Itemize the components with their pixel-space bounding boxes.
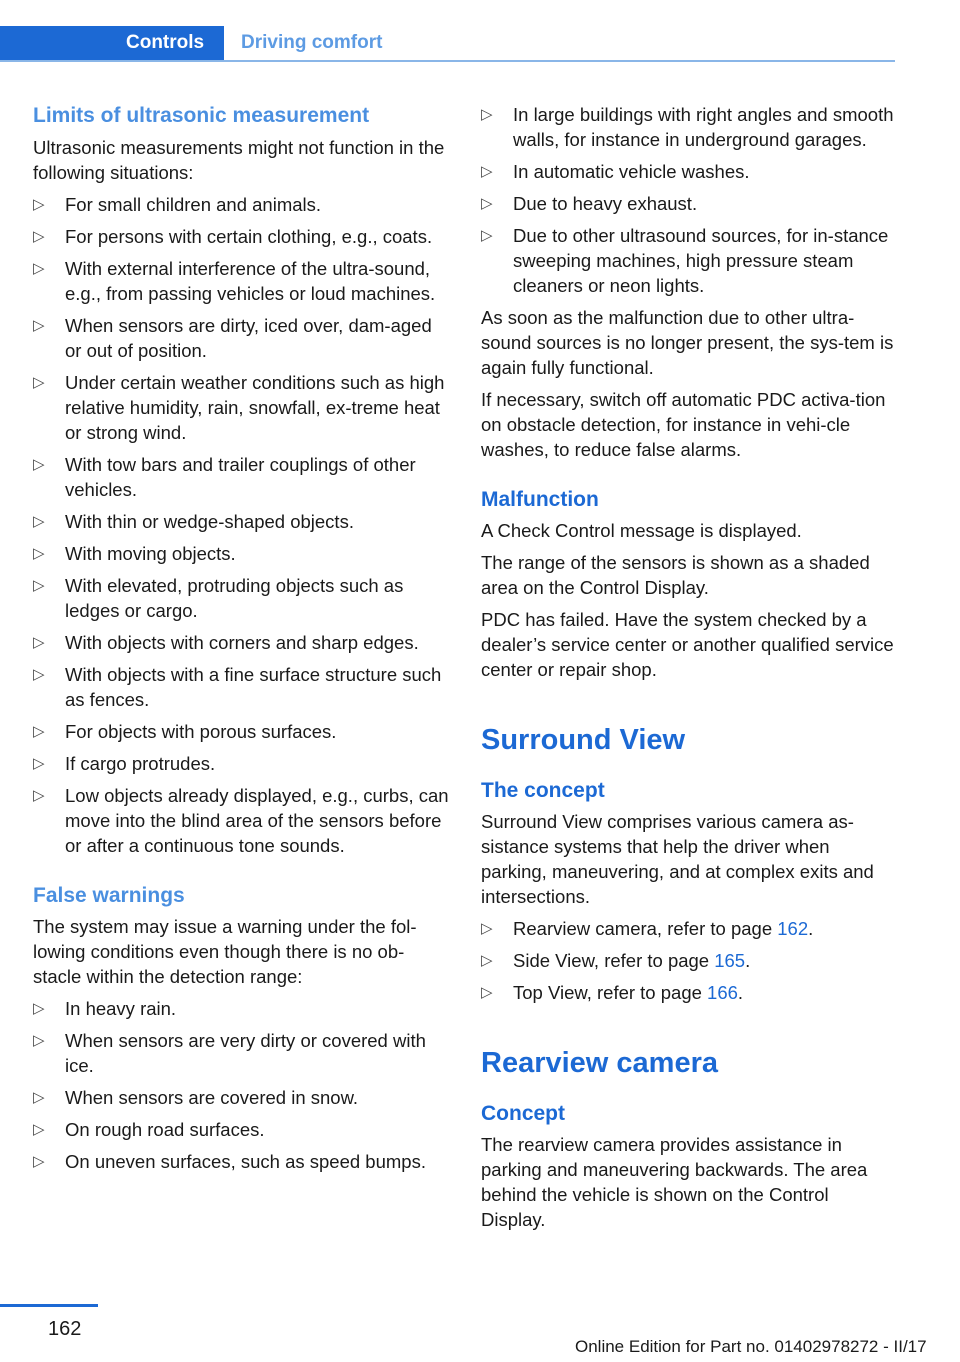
list-item-text: If cargo protrudes. <box>65 753 216 774</box>
reference-item <box>481 916 895 941</box>
list-item <box>33 313 451 363</box>
list-item <box>33 719 451 744</box>
list-item-text: Due to heavy exhaust. <box>513 193 698 214</box>
list-item <box>33 996 451 1021</box>
surround-view-title: Surround View <box>481 724 686 756</box>
pdc-switch-off-paragraph: If necessary, switch off automatic PDC activa-tion on obstacle detection, for instance in vehi-cle washes, to reduce false alarms. <box>481 389 886 460</box>
list-item-text: In heavy rain. <box>65 998 177 1019</box>
page-link[interactable]: 162 <box>777 918 809 939</box>
list-item <box>481 159 895 184</box>
list-item-text: Due to other ultrasound sources, for in-stance sweeping machines, high pressure steam cleaners or neon lights. <box>513 225 889 296</box>
reference-text: Side View, refer to page <box>513 950 715 971</box>
triangle-bullet-icon: ▷ <box>481 163 493 180</box>
list-item-text: With external interference of the ultra-sound, e.g., from passing vehicles or loud machines. <box>65 258 436 304</box>
list-item <box>481 223 895 298</box>
triangle-bullet-icon: ▷ <box>33 513 45 530</box>
list-item-text: With elevated, protruding objects such as ledges or cargo. <box>65 575 404 621</box>
list-item <box>33 370 451 445</box>
triangle-bullet-icon: ▷ <box>481 195 493 212</box>
triangle-bullet-icon: ▷ <box>33 787 45 804</box>
triangle-bullet-icon: ▷ <box>33 317 45 334</box>
triangle-bullet-icon: ▷ <box>33 374 45 391</box>
list-item <box>33 662 451 712</box>
triangle-bullet-icon: ▷ <box>33 1121 45 1138</box>
header-tabs <box>0 26 895 62</box>
conditions-list-continued <box>481 102 895 298</box>
list-item-text: With objects with a fine surface structure such as fences. <box>65 664 442 710</box>
camera-references-list <box>481 916 895 1005</box>
list-item <box>33 1149 451 1174</box>
triangle-bullet-icon: ▷ <box>33 1089 45 1106</box>
left-column <box>33 102 451 1181</box>
list-item-text: When sensors are dirty, iced over, dam-aged or out of position. <box>65 315 432 361</box>
malfunction-failed: PDC has failed. Have the system checked by a dealer’s service center or another qualified service center or repair shop. <box>481 609 894 680</box>
list-item-text: On uneven surfaces, such as speed bumps. <box>65 1151 426 1172</box>
triangle-bullet-icon: ▷ <box>33 1000 45 1017</box>
list-item-text: On rough road surfaces. <box>65 1119 265 1140</box>
triangle-bullet-icon: ▷ <box>481 952 493 969</box>
list-item <box>33 256 451 306</box>
triangle-bullet-icon: ▷ <box>33 545 45 562</box>
false-warnings-heading: False warnings <box>33 884 185 907</box>
malfunction-message: A Check Control message is displayed. <box>481 520 802 541</box>
concept-text: Surround View comprises various camera as-sistance systems that help the driver when parking, maneuvering, and at complex exits and intersections. <box>481 811 874 907</box>
list-item-text: When sensors are very dirty or covered with ice. <box>65 1030 426 1076</box>
reference-period: . <box>745 950 751 971</box>
malfunction-range: The range of the sensors is shown as a shaded area on the Control Display. <box>481 552 870 598</box>
list-item-text: With thin or wedge-shaped objects. <box>65 511 354 532</box>
triangle-bullet-icon: ▷ <box>33 634 45 651</box>
limits-intro: Ultrasonic measurements might not function in the following situations: <box>33 137 445 183</box>
page-link[interactable]: 166 <box>707 982 738 1003</box>
triangle-bullet-icon: ▷ <box>33 577 45 594</box>
triangle-bullet-icon: ▷ <box>33 456 45 473</box>
list-item <box>481 102 895 152</box>
list-item <box>33 630 451 655</box>
limits-heading: Limits of ultrasonic measurement <box>33 104 370 127</box>
list-item <box>33 509 451 534</box>
page-number: 162 <box>48 1318 82 1340</box>
rearview-camera-title: Rearview camera <box>481 1047 718 1079</box>
malfunction-heading: Malfunction <box>481 488 599 511</box>
list-item-text: For small children and animals. <box>65 194 322 215</box>
triangle-bullet-icon: ▷ <box>33 228 45 245</box>
concept-heading: The concept <box>481 779 605 802</box>
list-item-text: For objects with porous surfaces. <box>65 721 337 742</box>
triangle-bullet-icon: ▷ <box>481 106 493 123</box>
list-item <box>33 452 451 502</box>
false-warnings-intro: The system may issue a warning under the fol-lowing conditions even though there is no ob-stacle within the detection range: <box>33 916 417 987</box>
false-warnings-list <box>33 996 451 1174</box>
triangle-bullet-icon: ▷ <box>481 984 493 1001</box>
list-item <box>33 573 451 623</box>
list-item <box>33 751 451 776</box>
list-item-text: With objects with corners and sharp edges. <box>65 632 419 653</box>
list-item <box>33 541 451 566</box>
triangle-bullet-icon: ▷ <box>481 920 493 937</box>
edition-text: Online Edition for Part no. 01402978272 - II/17 <box>575 1337 927 1356</box>
page-link[interactable]: 165 <box>714 950 746 971</box>
reference-item <box>481 948 895 973</box>
reference-text: Top View, refer to page <box>513 982 708 1003</box>
triangle-bullet-icon: ▷ <box>33 723 45 740</box>
triangle-bullet-icon: ▷ <box>33 755 45 772</box>
footer-divider <box>0 1304 98 1307</box>
list-item-text: With tow bars and trailer couplings of other vehicles. <box>65 454 416 500</box>
reference-item <box>481 980 895 1005</box>
list-item <box>33 1028 451 1078</box>
triangle-bullet-icon: ▷ <box>481 227 493 244</box>
list-item <box>33 224 451 249</box>
recovery-paragraph: As soon as the malfunction due to other ultra-sound sources is no longer present, the sys-tem is again fully functional. <box>481 307 894 378</box>
triangle-bullet-icon: ▷ <box>33 1153 45 1170</box>
reference-period: . <box>737 982 744 1003</box>
list-item-text: For persons with certain clothing, e.g., coats. <box>65 226 433 247</box>
list-item-text: When sensors are covered in snow. <box>65 1087 359 1108</box>
list-item-text: With moving objects. <box>65 543 236 564</box>
reference-period: . <box>808 918 814 939</box>
list-item <box>33 783 451 858</box>
header-divider <box>0 60 895 62</box>
rearview-concept-heading: Concept <box>481 1102 565 1125</box>
reference-text: Rearview camera, refer to page <box>513 918 778 939</box>
list-item <box>33 1085 451 1110</box>
list-item-text: Under certain weather conditions such as high relative humidity, rain, snowfall, ex-treme heat or strong wind. <box>65 372 445 443</box>
triangle-bullet-icon: ▷ <box>33 260 45 277</box>
rearview-concept-text: The rearview camera provides assistance in parking and maneuvering backwards. The area behind the vehicle is shown on the Control Display. <box>481 1134 868 1230</box>
right-column <box>481 102 895 1232</box>
list-item <box>33 1117 451 1142</box>
tab-driving-comfort: Driving comfort <box>241 32 383 53</box>
triangle-bullet-icon: ▷ <box>33 1032 45 1049</box>
list-item <box>33 192 451 217</box>
list-item <box>481 191 895 216</box>
tab-controls: Controls <box>0 26 224 60</box>
list-item-text: In large buildings with right angles and smooth walls, for instance in underground garages. <box>513 104 894 150</box>
triangle-bullet-icon: ▷ <box>33 196 45 213</box>
triangle-bullet-icon: ▷ <box>33 666 45 683</box>
list-item-text: Low objects already displayed, e.g., curbs, can move into the blind area of the sensors before or after a continuous tone sounds. <box>65 785 449 856</box>
limits-list <box>33 192 451 858</box>
list-item-text: In automatic vehicle washes. <box>513 161 750 182</box>
